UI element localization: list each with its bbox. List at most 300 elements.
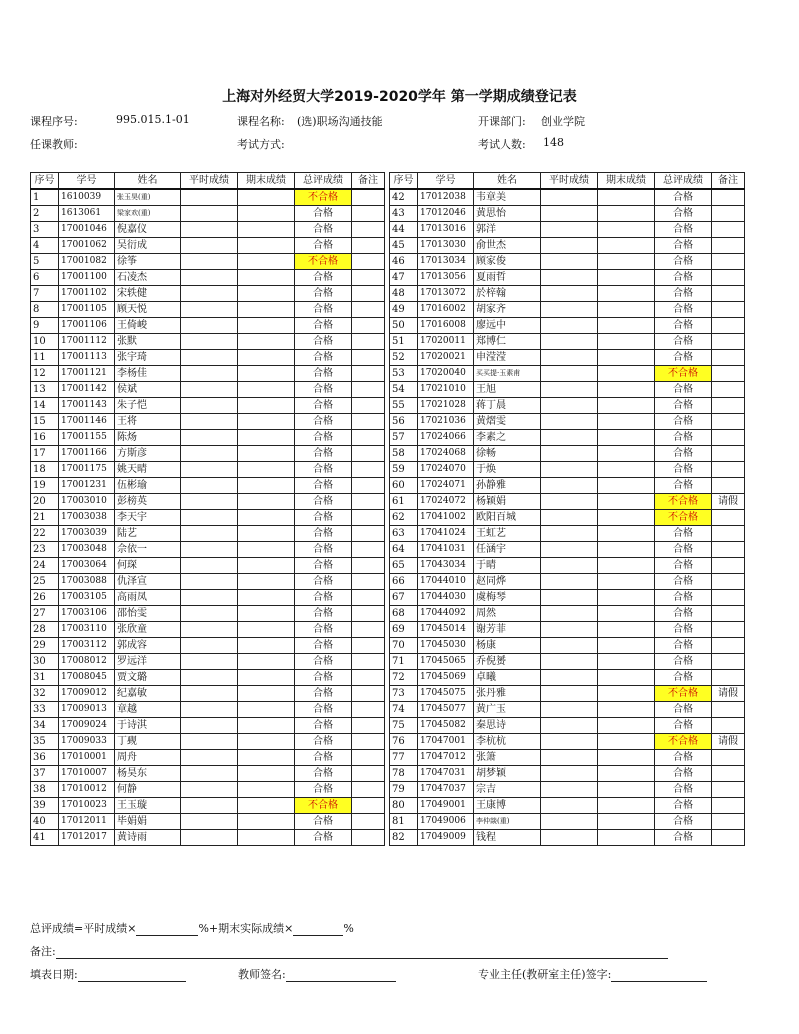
row-final-score bbox=[238, 686, 295, 702]
row-student-id: 17009012 bbox=[59, 686, 115, 702]
row-final-score bbox=[238, 526, 295, 542]
table-row bbox=[31, 734, 385, 750]
score-formula bbox=[30, 920, 354, 936]
director-sign-label: 专业主任(教研室主任)签字: bbox=[478, 968, 612, 981]
table-row bbox=[390, 302, 745, 318]
row-name: 宋轶健 bbox=[115, 286, 181, 302]
row-remark bbox=[712, 574, 745, 590]
row-final-score bbox=[238, 414, 295, 430]
row-usual-score bbox=[181, 382, 238, 398]
row-name: 倪嘉仪 bbox=[115, 222, 181, 238]
table-row bbox=[31, 334, 385, 350]
fill-date-blank[interactable] bbox=[78, 970, 186, 982]
header-total-score: 总评成绩 bbox=[295, 173, 352, 190]
row-final-score bbox=[598, 494, 655, 510]
row-name: 张欣童 bbox=[115, 622, 181, 638]
row-final-score bbox=[238, 702, 295, 718]
row-usual-score bbox=[541, 718, 598, 734]
row-final-score bbox=[598, 286, 655, 302]
row-student-id: 17003048 bbox=[59, 542, 115, 558]
row-name: 顾家俊 bbox=[474, 254, 541, 270]
row-usual-score bbox=[541, 222, 598, 238]
row-total-score: 合格 bbox=[655, 606, 712, 622]
row-seq: 77 bbox=[390, 750, 418, 766]
row-final-score bbox=[238, 574, 295, 590]
row-remark bbox=[712, 718, 745, 734]
row-student-id: 17013016 bbox=[418, 222, 474, 238]
table-row bbox=[390, 334, 745, 350]
row-final-score bbox=[238, 462, 295, 478]
row-remark bbox=[712, 510, 745, 526]
row-seq: 70 bbox=[390, 638, 418, 654]
row-name: 张箫 bbox=[474, 750, 541, 766]
formula-part3: % bbox=[343, 922, 354, 935]
row-final-score bbox=[598, 334, 655, 350]
row-total-score: 合格 bbox=[295, 734, 352, 750]
row-student-id: 1613061 bbox=[59, 206, 115, 222]
row-name: 郭成容 bbox=[115, 638, 181, 654]
row-student-id: 17020011 bbox=[418, 334, 474, 350]
row-total-score: 合格 bbox=[295, 590, 352, 606]
row-student-id: 17001062 bbox=[59, 238, 115, 254]
table-row bbox=[31, 398, 385, 414]
row-usual-score bbox=[541, 494, 598, 510]
row-student-id: 17016002 bbox=[418, 302, 474, 318]
row-remark bbox=[352, 222, 385, 238]
row-student-id: 17024066 bbox=[418, 430, 474, 446]
row-final-score bbox=[598, 670, 655, 686]
row-seq: 11 bbox=[31, 350, 59, 366]
row-student-id: 17024070 bbox=[418, 462, 474, 478]
row-usual-score bbox=[541, 478, 598, 494]
row-remark bbox=[352, 254, 385, 270]
row-seq: 6 bbox=[31, 270, 59, 286]
row-remark bbox=[352, 590, 385, 606]
row-remark bbox=[352, 686, 385, 702]
exam-method-label: 考试方式: bbox=[237, 138, 285, 151]
row-final-score bbox=[598, 718, 655, 734]
row-seq: 79 bbox=[390, 782, 418, 798]
row-total-score: 合格 bbox=[295, 382, 352, 398]
row-usual-score bbox=[541, 350, 598, 366]
row-usual-score bbox=[181, 734, 238, 750]
row-remark bbox=[352, 462, 385, 478]
row-final-score bbox=[598, 222, 655, 238]
row-name: 王将 bbox=[115, 414, 181, 430]
row-total-score: 合格 bbox=[655, 526, 712, 542]
table-row bbox=[390, 830, 745, 846]
row-name: 杨康 bbox=[474, 638, 541, 654]
row-name: 徐畅 bbox=[474, 446, 541, 462]
course-seq-label: 课程序号: bbox=[30, 115, 78, 128]
row-name: 夏雨哲 bbox=[474, 270, 541, 286]
row-name: 陆艺 bbox=[115, 526, 181, 542]
row-remark bbox=[712, 350, 745, 366]
row-student-id: 17049001 bbox=[418, 798, 474, 814]
row-remark bbox=[352, 750, 385, 766]
row-remark bbox=[712, 318, 745, 334]
row-total-score: 合格 bbox=[295, 350, 352, 366]
row-final-score bbox=[238, 782, 295, 798]
row-remark bbox=[712, 302, 745, 318]
row-usual-score bbox=[181, 494, 238, 510]
table-row bbox=[31, 814, 385, 830]
row-name: 罗远洋 bbox=[115, 654, 181, 670]
row-seq: 17 bbox=[31, 446, 59, 462]
row-name: 石凌杰 bbox=[115, 270, 181, 286]
row-student-id: 17001082 bbox=[59, 254, 115, 270]
formula-part2: %+期末实际成绩× bbox=[198, 922, 294, 935]
row-name: 何静 bbox=[115, 782, 181, 798]
row-total-score: 不合格 bbox=[655, 686, 712, 702]
row-student-id: 17001046 bbox=[59, 222, 115, 238]
row-name: 丁觋 bbox=[115, 734, 181, 750]
row-total-score: 合格 bbox=[655, 702, 712, 718]
row-remark bbox=[712, 670, 745, 686]
table-row bbox=[390, 189, 745, 206]
row-usual-score bbox=[541, 638, 598, 654]
row-remark bbox=[712, 286, 745, 302]
row-final-score bbox=[238, 350, 295, 366]
row-final-score bbox=[238, 654, 295, 670]
row-usual-score bbox=[181, 654, 238, 670]
table-row bbox=[31, 638, 385, 654]
fill-date-label: 填表日期: bbox=[30, 968, 78, 981]
row-remark bbox=[352, 638, 385, 654]
row-total-score: 合格 bbox=[655, 414, 712, 430]
row-seq: 37 bbox=[31, 766, 59, 782]
row-total-score: 合格 bbox=[295, 494, 352, 510]
table-row bbox=[31, 350, 385, 366]
row-student-id: 17003105 bbox=[59, 590, 115, 606]
row-remark bbox=[712, 782, 745, 798]
row-seq: 61 bbox=[390, 494, 418, 510]
row-final-score bbox=[238, 766, 295, 782]
row-student-id: 17001231 bbox=[59, 478, 115, 494]
row-name: 李素之 bbox=[474, 430, 541, 446]
teacher-sign-blank[interactable] bbox=[286, 970, 396, 982]
table-row bbox=[31, 494, 385, 510]
header-usual-score: 平时成绩 bbox=[181, 173, 238, 190]
row-seq: 33 bbox=[31, 702, 59, 718]
row-final-score bbox=[238, 222, 295, 238]
row-student-id: 17003106 bbox=[59, 606, 115, 622]
table-row bbox=[390, 414, 745, 430]
row-remark bbox=[352, 350, 385, 366]
row-seq: 1 bbox=[31, 189, 59, 206]
row-usual-score bbox=[541, 734, 598, 750]
row-total-score: 不合格 bbox=[295, 798, 352, 814]
row-student-id: 17001112 bbox=[59, 334, 115, 350]
header-name: 姓名 bbox=[115, 173, 181, 190]
table-row bbox=[390, 766, 745, 782]
row-remark bbox=[712, 238, 745, 254]
header-usual-score: 平时成绩 bbox=[541, 173, 598, 190]
row-total-score: 不合格 bbox=[655, 734, 712, 750]
row-final-score bbox=[238, 670, 295, 686]
row-seq: 64 bbox=[390, 542, 418, 558]
row-total-score: 合格 bbox=[655, 254, 712, 270]
row-usual-score bbox=[541, 414, 598, 430]
table-row bbox=[390, 382, 745, 398]
row-usual-score bbox=[541, 574, 598, 590]
row-name: 毕娟娟 bbox=[115, 814, 181, 830]
row-seq: 62 bbox=[390, 510, 418, 526]
row-total-score: 合格 bbox=[655, 542, 712, 558]
row-total-score: 合格 bbox=[295, 814, 352, 830]
row-seq: 53 bbox=[390, 366, 418, 382]
row-seq: 67 bbox=[390, 590, 418, 606]
row-remark bbox=[352, 782, 385, 798]
row-final-score bbox=[598, 542, 655, 558]
row-student-id: 17047031 bbox=[418, 766, 474, 782]
row-name: 章越 bbox=[115, 702, 181, 718]
row-name: 虞梅琴 bbox=[474, 590, 541, 606]
row-name: 黄熠雯 bbox=[474, 414, 541, 430]
row-remark bbox=[712, 558, 745, 574]
row-remark bbox=[712, 798, 745, 814]
row-remark bbox=[352, 270, 385, 286]
row-total-score: 合格 bbox=[295, 366, 352, 382]
row-seq: 82 bbox=[390, 830, 418, 846]
row-remark bbox=[712, 590, 745, 606]
row-total-score: 合格 bbox=[655, 446, 712, 462]
row-student-id: 17013056 bbox=[418, 270, 474, 286]
row-seq: 63 bbox=[390, 526, 418, 542]
table-row bbox=[390, 494, 745, 510]
table-row bbox=[390, 542, 745, 558]
usual-percent-blank[interactable] bbox=[136, 924, 198, 936]
row-student-id: 17044092 bbox=[418, 606, 474, 622]
row-student-id: 17003010 bbox=[59, 494, 115, 510]
row-seq: 75 bbox=[390, 718, 418, 734]
row-final-score bbox=[598, 622, 655, 638]
row-name: 高雨凤 bbox=[115, 590, 181, 606]
row-student-id: 17016008 bbox=[418, 318, 474, 334]
director-sign-blank[interactable] bbox=[611, 970, 707, 982]
row-usual-score bbox=[541, 270, 598, 286]
row-final-score bbox=[598, 638, 655, 654]
row-seq: 80 bbox=[390, 798, 418, 814]
row-total-score: 合格 bbox=[295, 430, 352, 446]
row-total-score: 合格 bbox=[655, 238, 712, 254]
header-student-id: 学号 bbox=[418, 173, 474, 190]
row-seq: 47 bbox=[390, 270, 418, 286]
row-usual-score bbox=[541, 558, 598, 574]
course-seq-value: 995.015.1-01 bbox=[116, 113, 190, 126]
row-total-score: 合格 bbox=[295, 318, 352, 334]
row-student-id: 17010012 bbox=[59, 782, 115, 798]
row-name: 顾天悦 bbox=[115, 302, 181, 318]
row-usual-score bbox=[541, 302, 598, 318]
row-usual-score bbox=[541, 814, 598, 830]
row-total-score: 合格 bbox=[295, 206, 352, 222]
header-final-score: 期末成绩 bbox=[238, 173, 295, 190]
exam-count-label: 考试人数: bbox=[478, 138, 526, 151]
row-total-score: 合格 bbox=[655, 590, 712, 606]
table-row bbox=[390, 430, 745, 446]
row-total-score: 合格 bbox=[295, 222, 352, 238]
row-final-score bbox=[598, 446, 655, 462]
row-final-score bbox=[238, 302, 295, 318]
row-usual-score bbox=[181, 798, 238, 814]
remark-blank[interactable] bbox=[56, 947, 668, 959]
row-name: 贾文璐 bbox=[115, 670, 181, 686]
row-name: 王玉璇 bbox=[115, 798, 181, 814]
table-row bbox=[31, 686, 385, 702]
row-seq: 73 bbox=[390, 686, 418, 702]
table-header-row bbox=[31, 173, 385, 190]
row-seq: 57 bbox=[390, 430, 418, 446]
row-final-score bbox=[238, 590, 295, 606]
row-final-score bbox=[238, 238, 295, 254]
row-total-score: 合格 bbox=[655, 782, 712, 798]
row-final-score bbox=[238, 750, 295, 766]
row-usual-score bbox=[541, 366, 598, 382]
row-final-score bbox=[598, 430, 655, 446]
row-seq: 68 bbox=[390, 606, 418, 622]
row-name: 侯斌 bbox=[115, 382, 181, 398]
table-row bbox=[390, 270, 745, 286]
row-total-score: 合格 bbox=[655, 814, 712, 830]
table-row bbox=[390, 398, 745, 414]
table-row bbox=[31, 558, 385, 574]
row-student-id: 17021028 bbox=[418, 398, 474, 414]
row-student-id: 17001113 bbox=[59, 350, 115, 366]
row-name: 孙静雅 bbox=[474, 478, 541, 494]
row-final-score bbox=[598, 526, 655, 542]
department-value: 创业学院 bbox=[541, 115, 585, 128]
table-row bbox=[31, 654, 385, 670]
row-seq: 19 bbox=[31, 478, 59, 494]
row-total-score: 合格 bbox=[655, 302, 712, 318]
row-total-score: 合格 bbox=[655, 189, 712, 206]
row-student-id: 17041002 bbox=[418, 510, 474, 526]
row-total-score: 合格 bbox=[655, 270, 712, 286]
row-remark bbox=[352, 734, 385, 750]
row-name: 彭榜英 bbox=[115, 494, 181, 510]
grade-table-left bbox=[30, 172, 385, 846]
row-name: 俞世杰 bbox=[474, 238, 541, 254]
row-total-score: 合格 bbox=[655, 830, 712, 846]
table-row bbox=[31, 222, 385, 238]
row-student-id: 17045082 bbox=[418, 718, 474, 734]
row-total-score: 合格 bbox=[295, 702, 352, 718]
row-final-score bbox=[598, 510, 655, 526]
row-seq: 45 bbox=[390, 238, 418, 254]
table-row bbox=[390, 798, 745, 814]
row-seq: 31 bbox=[31, 670, 59, 686]
row-student-id: 17013034 bbox=[418, 254, 474, 270]
formula-part1: 总评成绩=平时成绩× bbox=[30, 922, 137, 935]
row-usual-score bbox=[181, 782, 238, 798]
row-name: 王虹艺 bbox=[474, 526, 541, 542]
table-row bbox=[31, 782, 385, 798]
row-seq: 71 bbox=[390, 654, 418, 670]
row-seq: 13 bbox=[31, 382, 59, 398]
row-final-score bbox=[238, 286, 295, 302]
row-usual-score bbox=[541, 206, 598, 222]
row-seq: 12 bbox=[31, 366, 59, 382]
row-student-id: 17041031 bbox=[418, 542, 474, 558]
table-row bbox=[390, 782, 745, 798]
row-student-id: 17012017 bbox=[59, 830, 115, 846]
row-name: 张默 bbox=[115, 334, 181, 350]
row-usual-score bbox=[181, 510, 238, 526]
row-final-score bbox=[238, 478, 295, 494]
final-percent-blank[interactable] bbox=[293, 924, 343, 936]
row-usual-score bbox=[181, 270, 238, 286]
table-row bbox=[390, 558, 745, 574]
row-usual-score bbox=[541, 782, 598, 798]
row-student-id: 17012011 bbox=[59, 814, 115, 830]
row-seq: 9 bbox=[31, 318, 59, 334]
row-student-id: 17003064 bbox=[59, 558, 115, 574]
row-name: 姚天晴 bbox=[115, 462, 181, 478]
row-name: 邵怡雯 bbox=[115, 606, 181, 622]
row-seq: 16 bbox=[31, 430, 59, 446]
row-remark bbox=[712, 526, 745, 542]
row-final-score bbox=[598, 734, 655, 750]
row-usual-score bbox=[181, 446, 238, 462]
row-total-score: 合格 bbox=[295, 526, 352, 542]
row-name: 王康博 bbox=[474, 798, 541, 814]
row-total-score: 合格 bbox=[655, 318, 712, 334]
header-student-id: 学号 bbox=[59, 173, 115, 190]
row-student-id: 17045077 bbox=[418, 702, 474, 718]
table-row bbox=[390, 718, 745, 734]
row-remark bbox=[352, 430, 385, 446]
table-row bbox=[390, 686, 745, 702]
row-total-score: 合格 bbox=[655, 462, 712, 478]
row-total-score: 不合格 bbox=[655, 494, 712, 510]
row-student-id: 17041024 bbox=[418, 526, 474, 542]
row-name: 周然 bbox=[474, 606, 541, 622]
row-total-score: 合格 bbox=[655, 222, 712, 238]
row-seq: 32 bbox=[31, 686, 59, 702]
row-final-score bbox=[598, 766, 655, 782]
row-total-score: 合格 bbox=[295, 686, 352, 702]
row-name: 李天宇 bbox=[115, 510, 181, 526]
row-remark bbox=[712, 254, 745, 270]
row-seq: 34 bbox=[31, 718, 59, 734]
table-row bbox=[31, 366, 385, 382]
row-usual-score bbox=[181, 590, 238, 606]
row-seq: 4 bbox=[31, 238, 59, 254]
row-student-id: 17003038 bbox=[59, 510, 115, 526]
row-final-score bbox=[598, 558, 655, 574]
row-seq: 25 bbox=[31, 574, 59, 590]
row-name: 于诗淇 bbox=[115, 718, 181, 734]
header-remark: 备注 bbox=[712, 173, 745, 190]
row-usual-score bbox=[541, 702, 598, 718]
course-name-label: 课程名称: bbox=[237, 115, 285, 128]
row-final-score bbox=[598, 318, 655, 334]
row-remark bbox=[712, 638, 745, 654]
row-final-score bbox=[598, 686, 655, 702]
row-student-id: 17012038 bbox=[418, 189, 474, 206]
row-total-score: 合格 bbox=[295, 830, 352, 846]
table-row bbox=[390, 254, 745, 270]
row-seq: 42 bbox=[390, 189, 418, 206]
table-row bbox=[390, 462, 745, 478]
row-total-score: 合格 bbox=[295, 558, 352, 574]
row-student-id: 17020021 bbox=[418, 350, 474, 366]
row-remark bbox=[352, 494, 385, 510]
row-seq: 51 bbox=[390, 334, 418, 350]
row-name: 徐筝 bbox=[115, 254, 181, 270]
table-row bbox=[390, 670, 745, 686]
